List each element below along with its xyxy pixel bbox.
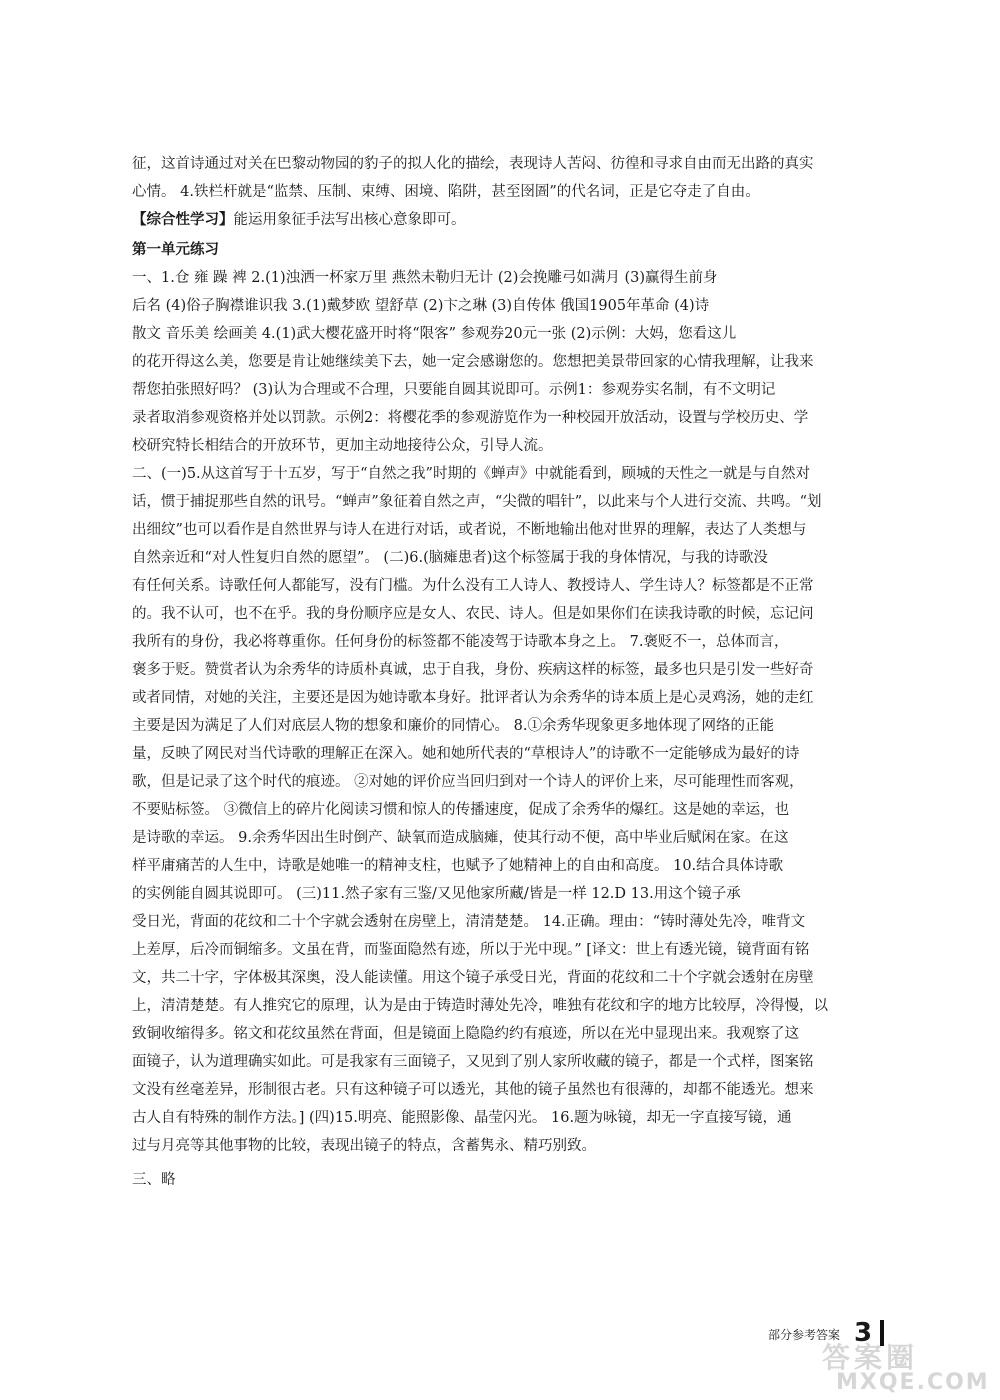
section-two-line: 歌，但是记录了这个时代的痕迹。 ②对她的评价应当回归到对一个诗人的评价上来，尽可能理性而客观， [132, 774, 804, 790]
section-one [132, 264, 884, 460]
section-two-line: 上，清清楚楚。有人推究它的原理，认为是由于铸造时薄处先冷，唯独有花纹和字的地方比较厚，冷得慢，以 [132, 998, 828, 1014]
section-two-line: 文，共二十字，字体极其深奥，没人能读懂。用这个镜子承受日光，背面的花纹和二十个字就会透射在房壁 [132, 970, 814, 986]
page-number: 3 [854, 1318, 873, 1348]
section-two-line: 受日光，背面的花纹和二十个字就会透射在房壁上，清清楚楚。 14.正确。理由：“铸时薄处先冷，唯背文 [132, 914, 806, 930]
unit-heading: 第一单元练习 [132, 242, 219, 258]
section-two [132, 460, 884, 1160]
section-two-line: 或者同情，对她的关注，主要还是因为她诗歌本身好。批评者认为余秀华的诗本质上是心灵鸡汤，她的走红 [132, 690, 814, 706]
comprehensive-learning-text: 能运用象征手法写出核心意象即可。 [233, 212, 466, 228]
section-two-line: 主要是因为满足了人们对底层人物的想象和廉价的同情心。 8.①余秀华现象更多地体现了网络的正能 [132, 718, 774, 734]
section-two-line: 我所有的身份，我必将尊重你。任何身份的标签都不能凌驾于诗歌本身之上。 7.褒贬不一，总体而言， [132, 634, 789, 650]
watermark-domain: MXQE.COM [836, 1370, 990, 1395]
section-one-line: 帮您拍张照好吗？ (3)认为合理或不合理，只要能自圆其说即可。示例1：参观券实名制，有不文明记 [132, 382, 776, 398]
footer-label: 部分参考答案 [768, 1328, 841, 1342]
section-two-line: 样平庸痛苦的人生中，诗歌是她唯一的精神支柱，也赋予了她精神上的自由和高度。 10.结合具体诗歌 [132, 858, 784, 874]
section-two-line: 有任何关系。诗歌任何人都能写，没有门槛。为什么没有工人诗人、教授诗人、学生诗人？标签都是不正常 [132, 578, 814, 594]
section-two-line: 上差厚，后冷而铜缩多。文虽在背，而鉴面隐然有迹，所以于光中现。” [译文：世上有透光镜，镜背面有铭 [132, 942, 810, 958]
section-one-line: 一、1.仓 雍 躁 裨 2.(1)浊洒一杯家万里 燕然未勒归无计 (2)会挽雕弓如满月 (3)赢得生前身 [132, 270, 718, 286]
section-two-line: 自然亲近和“对人性复归自然的愿望”。 (二)6.(脑瘫患者)这个标签属于我的身体情况，与我的诗歌没 [132, 550, 768, 566]
section-two-line: 的实例能自圆其说即可。 (三)11.然子家有三鉴/又见他家所藏/皆是一样 12.D 13.用这个镜子承 [132, 886, 741, 902]
site-watermark [814, 1336, 994, 1396]
section-two-line: 是诗歌的幸运。 9.余秀华因出生时倒产、缺氧而造成脑瘫，使其行动不便，高中毕业后赋闲在家。在这 [132, 830, 789, 846]
comprehensive-learning [132, 206, 884, 234]
section-two-line: 致铜收缩得多。铭文和花纹虽然在背面，但是镜面上隐隐约约有痕迹，所以在光中显现出来。我观察了这 [132, 1026, 799, 1042]
section-two-line: 过与月亮等其他事物的比较，表现出镜子的特点，含蓄隽永、精巧别致。 [132, 1138, 596, 1154]
watermark-logo-text: 答案圈 [822, 1341, 919, 1374]
comprehensive-learning-tag: 【综合性学习】 [132, 212, 234, 228]
section-one-line: 的花开得这么美，您要是肯让她继续美下去，她一定会感谢您的。您想把美景带回家的心情我理解，让我来 [132, 354, 814, 370]
section-one-line: 后名 (4)俗子胸襟谁识我 3.(1)戴梦欧 望舒草 (2)卞之琳 (3)自传体 俄国1905年革命 (4)诗 [132, 298, 710, 314]
section-two-line: 量，反映了网民对当代诗歌的理解正在深入。她和她所代表的“草根诗人”的诗歌不一定能够成为最好的诗 [132, 746, 800, 762]
section-one-line: 录者取消参观资格并处以罚款。示例2：将樱花季的参观游览作为一种校园开放活动，设置与学校历史、学 [132, 410, 809, 426]
intro-line-1: 征，这首诗通过对关在巴黎动物园的豹子的拟人化的描绘，表现诗人苦闷、彷徨和寻求自由而无出路的真实 [132, 156, 814, 172]
section-two-line: 的。我不认可，也不在乎。我的身份顺序应是女人、农民、诗人。但是如果你们在读我诗歌的时候，忘记问 [132, 606, 814, 622]
intro-line-2: 心情。 4.铁栏杆就是“监禁、压制、束缚、困境、陷阱，甚至囹圄”的代名词，正是它夺走了自由。 [132, 184, 760, 200]
section-two-line: 话，惯于捕捉那些自然的讯号。“蝉声”象征着自然之声，“尖微的唱针”，以此来与个人进行交流、共鸣。“划 [132, 494, 822, 510]
answer-content [132, 150, 884, 1194]
section-three: 三、略 [132, 1172, 176, 1188]
section-two-line: 二、(一)5.从这首写于十五岁，写于“自然之我”时期的《蝉声》中就能看到，顾城的天性之一就是与自然对 [132, 466, 810, 482]
section-two-line: 面镜子，认为道理确实如此。可是我家有三面镜子，又见到了别人家所收藏的镜子，都是一个式样，图案铭 [132, 1054, 814, 1070]
section-two-line: 出细纹”也可以看作是自然世界与诗人在进行对话，或者说，不断地输出他对世界的理解，表达了人类想与 [132, 522, 807, 538]
section-two-line: 褒多于贬。赞赏者认为余秀华的诗质朴真诚，忠于自我，身份、疾病这样的标签，最多也只是引发一些好奇 [132, 662, 814, 678]
section-two-line: 古人自有特殊的制作方法。] (四)15.明亮、能照影像、晶莹闪光。 16.题为咏镜，却无一字直接写镜，通 [132, 1110, 792, 1126]
section-one-line: 散文 音乐美 绘画美 4.(1)武大樱花盛开时将“限客” 参观券20元一张 (2)示例：大妈，您看这儿 [132, 326, 737, 342]
section-two-line: 文没有丝毫差异，形制很古老。只有这种镜子可以透光，其他的镜子虽然也有很薄的，却都不能透光。想来 [132, 1082, 814, 1098]
section-two-line: 不要贴标签。 ③微信上的碎片化阅读习惯和惊人的传播速度，促成了余秀华的爆红。这是她的幸运，也 [132, 802, 790, 818]
section-one-line: 校研究特长相结合的开放环节，更加主动地接待公众，引导人流。 [132, 438, 553, 454]
